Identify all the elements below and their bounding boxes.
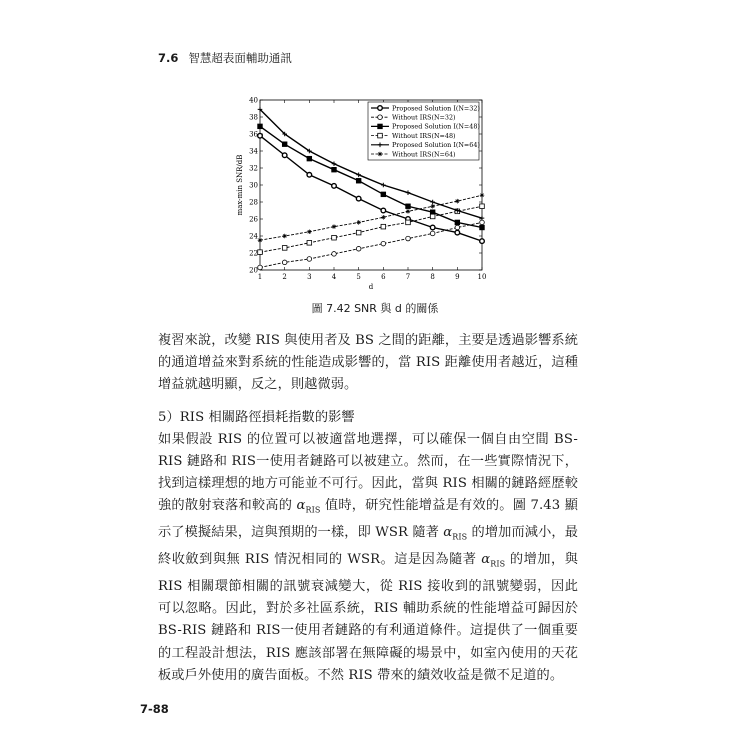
series-1-point [381, 208, 386, 213]
series-4-point [307, 241, 312, 246]
legend-entry-3: Proposed Solution I(N=48) [392, 122, 480, 131]
legend-marker-4 [378, 133, 383, 138]
series-3-point [406, 204, 411, 209]
series-6-point [282, 234, 287, 239]
section-title: 智慧超表面輔助通訊 [188, 51, 292, 65]
series-2-point [480, 220, 485, 225]
legend-marker-3 [378, 124, 383, 129]
series-6-point [406, 209, 411, 214]
x-tick-label: 10 [477, 273, 487, 281]
y-tick-label: 28 [249, 198, 258, 207]
series-line-4 [260, 206, 482, 252]
series-6-point [480, 193, 485, 198]
series-5-point [406, 190, 411, 195]
series-4-point [356, 230, 361, 235]
y-tick-label: 40 [249, 96, 258, 105]
legend-entry-4: Without IRS(N=48) [392, 131, 456, 140]
y-tick-label: 38 [249, 113, 258, 122]
legend-entry-1: Proposed Solution I(N=32) [392, 104, 480, 113]
series-1-point [430, 225, 435, 230]
x-tick-label: 1 [257, 273, 263, 281]
series-1-point [258, 133, 263, 138]
series-6-point [356, 220, 361, 225]
series-4-point [406, 220, 411, 225]
series-4-point [480, 204, 485, 209]
series-2-point [282, 260, 287, 265]
series-6-point [455, 199, 460, 204]
y-tick-label: 36 [249, 130, 258, 139]
x-tick-label: 4 [331, 273, 337, 281]
series-3-point [258, 124, 263, 129]
series-6-point [307, 229, 312, 234]
series-4-point [282, 246, 287, 251]
alpha-subscript-1: RIS [305, 506, 321, 516]
page-number: 7-88 [140, 702, 169, 716]
legend-marker-6 [378, 152, 383, 157]
series-5-point [381, 183, 386, 188]
series-6-point [381, 215, 386, 220]
series-1-point [307, 173, 312, 178]
series-3-point [282, 142, 287, 147]
para-part-3: 的增加而減小，最終收斂到與無 RIS 情況相同的 WSR。這是因為隨著 [158, 525, 578, 568]
series-1-point [282, 153, 287, 158]
series-6-point [430, 204, 435, 209]
x-tick-label: 8 [430, 273, 435, 281]
y-tick-label: 22 [249, 249, 258, 258]
para-part-1: 如果假設 RIS 的位置可以被適當地選擇，可以確保一個自由空間 BS-RIS 鏈路和 RIS一使用者鏈路可以被建立。然而，在一些實際情況下，找到這樣理想的地方可能並不可行。因此，當與 RIS 相關的鏈路經歷較強的散射衰落和較高的 [158, 431, 578, 514]
alpha-symbol-2: α [443, 525, 453, 541]
series-1-point [356, 196, 361, 201]
series-line-6 [260, 195, 482, 240]
y-tick-label: 26 [249, 215, 258, 224]
running-header [158, 50, 292, 66]
legend-marker-1 [378, 106, 383, 111]
para-part-4: 的增加，與 RIS 相關環節相關的訊號衰減變大，從 RIS 接收到的訊號變弱，因此可以忽略。因此，對於多社區系統，RIS 輔助系統的性能增益可歸因於 BS-RIS 鏈路和 RIS一使用者鏈路的有利通道條件。這提供了一個重要的工程設計想法，RIS 應該部署在無障礙的場景中，如室內使用的天花板或戶外使用的廣告面板。不然 RIS 帶來的績效收益是微不足道的。 [158, 552, 578, 683]
series-4-point [430, 214, 435, 219]
alpha-subscript-3: RIS [490, 559, 506, 569]
series-2-point [332, 252, 337, 257]
y-tick-label: 20 [249, 266, 258, 275]
series-2-point [430, 231, 435, 236]
series-1-point [455, 230, 460, 235]
series-2-point [455, 225, 460, 230]
series-1-point [332, 184, 337, 189]
x-tick-label: 2 [282, 273, 287, 281]
x-tick-label: 7 [405, 273, 411, 281]
legend-entry-2: Without IRS(N=32) [392, 113, 456, 122]
chart-svg [228, 92, 508, 297]
y-tick-label: 32 [249, 164, 258, 173]
series-5-point [356, 173, 361, 178]
series-2-point [406, 236, 411, 241]
paragraph-summary: 複習來說，改變 RIS 與使用者及 BS 之間的距離，主要是透過影響系統的通道增益來對系統的性能造成影響的，當 RIS 距離使用者越近，這種增益就越明顯，反之，則越微弱。 [158, 333, 578, 393]
series-3-point [381, 192, 386, 197]
figure-caption: 圖 7.42 SNR 與 d 的關係 [311, 302, 439, 315]
series-line-2 [260, 222, 482, 267]
x-tick-label: 9 [455, 273, 460, 281]
series-3-point [455, 220, 460, 225]
series-6-point [332, 224, 337, 229]
series-4-point [381, 224, 386, 229]
alpha-symbol-1: α [296, 498, 306, 514]
series-2-point [258, 265, 263, 270]
series-1-point [480, 239, 485, 244]
series-2-point [381, 241, 386, 246]
section-number: 7.6 [158, 51, 179, 65]
series-2-point [356, 246, 361, 251]
series-4-point [258, 250, 263, 255]
series-3-point [480, 225, 485, 230]
series-6-point [258, 238, 263, 243]
series-2-point [307, 257, 312, 262]
para-part-2: 值時，研究性能增益是有效的。圖 7.43 顯示了模擬結果，這與預期的一樣，即 WSR 隨著 [158, 498, 578, 541]
series-3-point [332, 167, 337, 172]
y-tick-label: 24 [249, 232, 258, 241]
legend-entry-6: Without IRS(N=64) [392, 150, 456, 159]
series-3-point [307, 156, 312, 161]
alpha-symbol-3: α [481, 552, 491, 568]
series-3-point [356, 178, 361, 183]
series-5-point [480, 216, 485, 221]
x-tick-label: 3 [307, 273, 312, 281]
snr-vs-d-chart [228, 92, 508, 297]
paragraph-path-loss [158, 429, 578, 687]
x-axis-label: d [368, 283, 374, 291]
y-tick-label: 30 [249, 181, 258, 190]
legend-entry-5: Proposed Solution I(N=64) [392, 141, 480, 150]
legend-marker-2 [378, 115, 383, 120]
body-text [158, 330, 578, 687]
y-tick-label: 34 [249, 147, 258, 156]
alpha-subscript-2: RIS [452, 532, 468, 542]
x-tick-label: 5 [356, 273, 361, 281]
x-tick-label: 6 [381, 273, 386, 281]
y-axis-label: max-min SNR/dB [236, 154, 244, 216]
series-4-point [332, 235, 337, 240]
series-5-point [430, 200, 435, 205]
subsection-heading: 5）RIS 相關路徑損耗指數的影響 [158, 409, 355, 425]
